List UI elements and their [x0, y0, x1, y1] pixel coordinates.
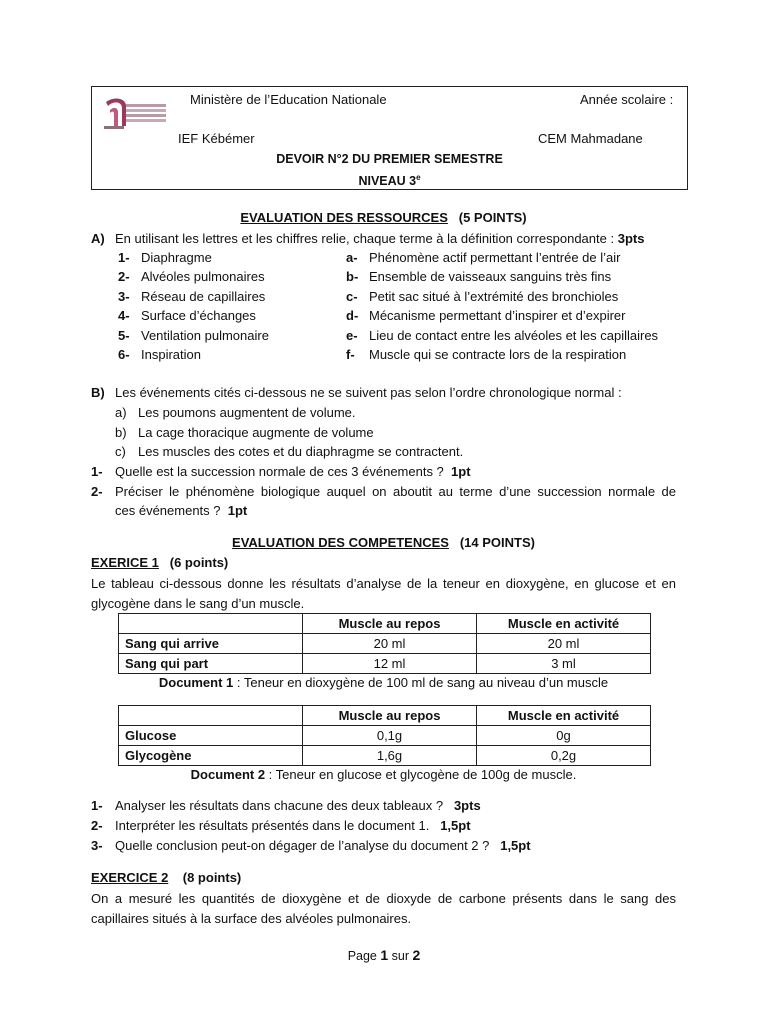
question-number: 2-: [91, 484, 103, 499]
question-points: 1,5pt: [440, 818, 471, 833]
event-text: La cage thoracique augmente de volume: [138, 424, 374, 440]
question-text: [115, 798, 481, 814]
term-number: 5-: [118, 327, 130, 343]
definition-letter: e-: [346, 327, 358, 343]
definition-text: Mécanisme permettant d’inspirer et d’expirer: [369, 308, 626, 324]
term-number: 6-: [118, 347, 130, 362]
exercise-2-intro: On a mesuré les quantités de dioxygène et de dioxyde de carbone présents dans le sang des capillaires situés à la surface des alvéoles pulmonaires.: [91, 891, 676, 926]
question-label: Interpréter les résultats présentés dans le document 1.: [115, 818, 430, 833]
question-label: Analyser les résultats dans chacune des deux tableaux ?: [115, 798, 444, 813]
question-points: 3pts: [453, 798, 481, 813]
definition-letter: a-: [346, 250, 358, 265]
table-row: [119, 726, 651, 746]
part-b-instruction: Les événements cités ci-dessous ne se suivent pas selon l’ordre chronologique normal :: [115, 385, 622, 400]
question-number: 2-: [91, 818, 103, 833]
definition-letter: c-: [346, 288, 358, 304]
question-text: [115, 818, 471, 834]
table-header-cell: Muscle en activité: [477, 706, 651, 726]
event-text: Les muscles des cotes et du diaphragme se contractent.: [138, 444, 464, 460]
exam-title: DEVOIR N°2 DU PREMIER SEMESTRE: [276, 152, 503, 166]
term-label: Surface d’échanges: [141, 308, 256, 324]
competences-heading: EVALUATION DES COMPETENCES (14 POINTS): [232, 535, 535, 550]
ministry-name: Ministère de l’Education Nationale: [190, 92, 387, 107]
table-header-row: [119, 706, 651, 726]
table-row-header: Glucose: [119, 726, 303, 746]
table-header-cell: Muscle au repos: [303, 614, 477, 634]
definition-letter: d-: [346, 308, 359, 324]
term-number: 4-: [118, 308, 130, 324]
definition-text: Muscle qui se contracte lors de la respiration: [369, 347, 627, 362]
document-2-table: [118, 705, 651, 766]
question-label: Quelle conclusion peut-on dégager de l’analyse du document 2 ?: [115, 838, 490, 853]
term-label: Diaphragme: [141, 250, 212, 265]
event-letter: a): [115, 405, 127, 420]
table-header-cell: Muscle au repos: [303, 706, 477, 726]
term-label: Ventilation pulmonaire: [141, 327, 269, 343]
table-cell: 20 ml: [477, 634, 651, 654]
question-2-line2: ces événements ? 1pt: [115, 503, 248, 518]
term-number: 1-: [118, 250, 130, 265]
table-row: [119, 746, 651, 766]
table-row-header: Glycogène: [119, 746, 303, 766]
term-number: 3-: [118, 288, 130, 304]
document-1-table: [118, 613, 651, 674]
school-year-label: Année scolaire :: [580, 92, 674, 107]
table-cell: 0g: [477, 726, 651, 746]
event-letter: c): [115, 444, 126, 460]
part-a-instruction: En utilisant les lettres et les chiffres relie, chaque terme à la définition correspondante : 3pts: [115, 231, 645, 246]
exercise-1-title: EXERICE 1 (6 points): [91, 555, 229, 570]
question-2-line1: Préciser le phénomène biologique auquel on aboutit au terme d’une succession normale de: [115, 484, 676, 499]
term-label: Réseau de capillaires: [141, 288, 266, 304]
definition-text: Petit sac situé à l’extrémité des bronchioles: [369, 288, 619, 304]
exam-level: NIVEAU 3e: [358, 173, 421, 189]
definition-letter: f-: [346, 347, 355, 362]
table-cell: 20 ml: [303, 634, 477, 654]
table-cell: 12 ml: [303, 654, 477, 674]
part-a-label: A): [91, 231, 105, 246]
table-header-cell: [119, 706, 303, 726]
definition-text: Ensemble de vaisseaux sanguins très fins: [369, 269, 612, 285]
table-cell: 0,1g: [303, 726, 477, 746]
term-label: Alvéoles pulmonaires: [141, 269, 265, 285]
cem-name: CEM Mahmadane: [538, 131, 643, 146]
question-number: 1-: [91, 464, 103, 479]
table-header-row: [119, 614, 651, 634]
table-cell: 3 ml: [477, 654, 651, 674]
table-row: [119, 654, 651, 674]
question-points: 1,5pt: [500, 838, 531, 853]
table-row-header: Sang qui part: [119, 654, 303, 674]
question-number: 1-: [91, 798, 103, 813]
question-1: Quelle est la succession normale de ces 3 événements ? 1pt: [115, 464, 471, 479]
document-1-caption: Document 1 : Teneur en dioxygène de 100 ml de sang au niveau d’un muscle: [158, 675, 609, 690]
term-label: Inspiration: [141, 347, 201, 362]
question-number: 3-: [91, 838, 103, 853]
ressources-heading: EVALUATION DES RESSOURCES (5 POINTS): [240, 210, 527, 225]
table-header-cell: Muscle en activité: [477, 614, 651, 634]
definition-text: Phénomène actif permettant l’entrée de l’air: [369, 250, 621, 265]
exercise-1-intro: Le tableau ci-dessous donne les résultats d’analyse de la teneur en dioxygène, en glucose et en glycogène dans le sang d’un muscle.: [91, 576, 676, 611]
table-row: [119, 634, 651, 654]
definition-text: Lieu de contact entre les alvéoles et les capillaires: [369, 327, 659, 343]
exercise-2-title: EXERCICE 2 (8 points): [91, 870, 242, 885]
part-b-label: B): [91, 385, 105, 400]
term-number: 2-: [118, 269, 130, 285]
question-text: [115, 838, 531, 854]
document-2-caption: Document 2 : Teneur en glucose et glycogène de 100g de muscle.: [190, 767, 577, 782]
event-text: Les poumons augmentent de volume.: [138, 405, 356, 420]
ief-name: IEF Kébémer: [178, 131, 255, 146]
school-logo: [104, 96, 166, 130]
table-row-header: Sang qui arrive: [119, 634, 303, 654]
definition-letter: b-: [346, 269, 359, 285]
table-cell: 0,2g: [477, 746, 651, 766]
table-cell: 1,6g: [303, 746, 477, 766]
page-footer: Page 1 sur 2: [347, 947, 421, 963]
table-header-cell: [119, 614, 303, 634]
event-letter: b): [115, 424, 127, 440]
